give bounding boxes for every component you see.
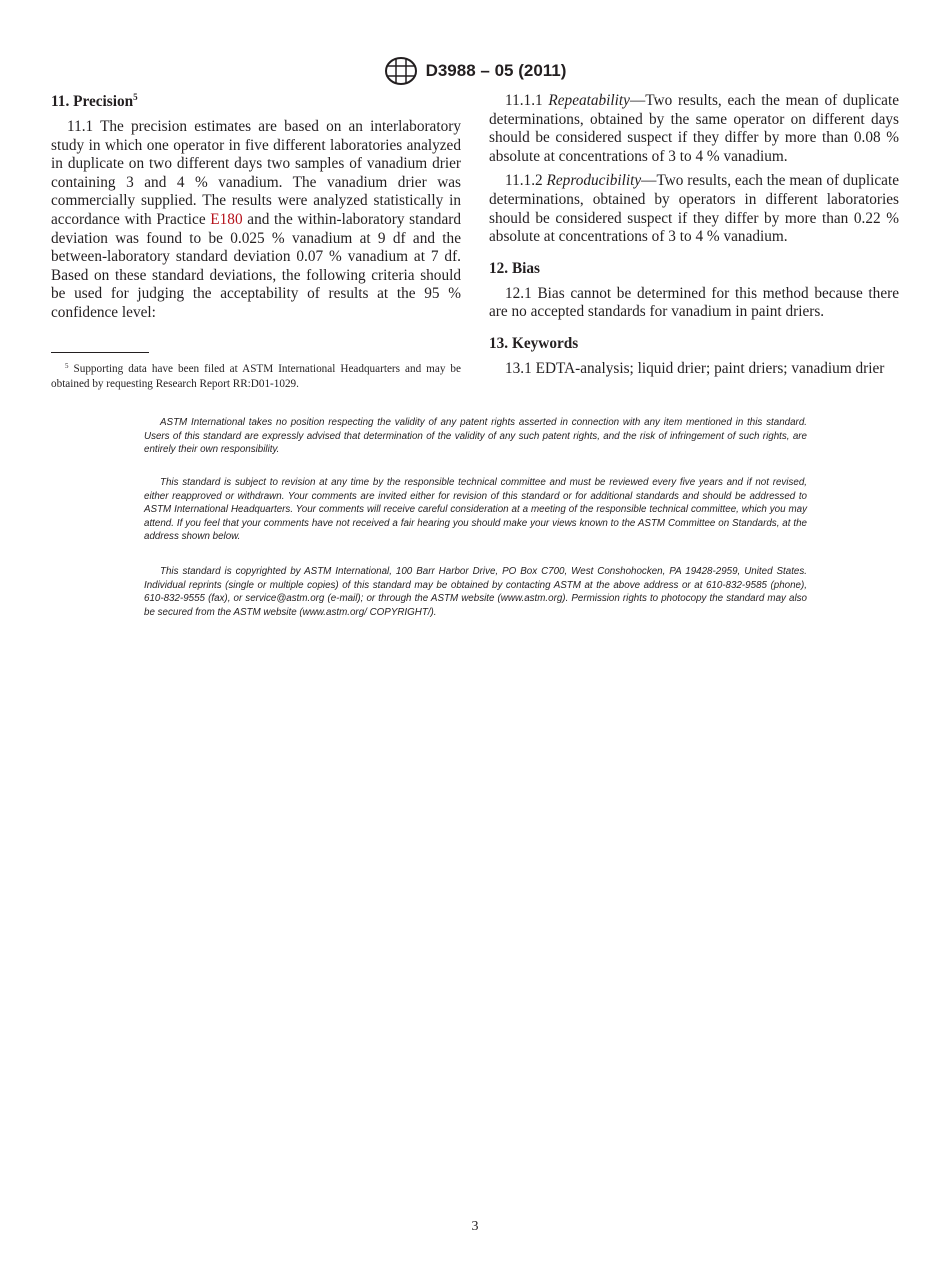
paragraph-13-1: 13.1 EDTA-analysis; liquid drier; paint driers; vanadium drier <box>505 359 885 377</box>
bias-heading: 12. Bias <box>489 259 540 277</box>
page-header <box>0 56 950 86</box>
revision-notice: This standard is subject to revision at any time by the responsible technical committee and must be reviewed every five years and if not revised, either reapproved or withdrawn. Your comments are invited either for revision of this standard or for additional standards and should be addressed to ASTM International Headquarters. Your comments will receive careful consideration at a meeting of the responsible technical committee, which you may attend. If you feel that your comments have not received a fair hearing you should make your views known to the ASTM Committee on Standards, at the address shown below. <box>144 477 807 543</box>
right-column <box>489 92 899 385</box>
footnote: $^5$ Supporting data have been filed at ASTM International Headquarters and may be obtained by requesting Research Report RR:D01-1029. <box>51 362 461 390</box>
patent-notice: ASTM International takes no position respecting the validity of any patent rights asserted in connection with any item mentioned in this standard. Users of this standard are expressly advised that determination of the validity of any such patent rights, and the risk of infringement of such rights, are entirely their own responsibility. <box>144 417 807 456</box>
copyright-notice: This standard is copyrighted by ASTM International, 100 Barr Harbor Drive, PO Box C700, West Conshohocken, PA 19428-2959, United States. Individual reprints (single or multiple copies) of this standard may be obtained by contacting ASTM at the above address or at 610-832-9585 (phone), 610-832-9555 (fax), or service@astm.org (e-mail); or through the ASTM website (www.astm.org). Permission rights to photocopy the standard may also be secured from the ASTM website (www.astm.org/ COPYRIGHT/). <box>144 566 807 618</box>
paragraph-11-1-1: 11.1.1 Repeatability—Two results, each the mean of duplicate determinations, obtained by the same operator on different days should be considered suspect if they differ by more than 0.08 % absolute at concentrations of 3 to 4 % vanadium. <box>489 92 899 165</box>
document-id: D3988 – 05 (2011) <box>425 61 567 80</box>
footnote-divider <box>51 352 149 353</box>
practice-e180-link[interactable]: E180 <box>210 210 243 228</box>
paragraph-11-1: 11.1 The precision estimates are based on an interlaboratory study in which one operator in five different laboratories analyzed in duplicate on two different days two samples of vanadium drier containing 3 and 4 % vanadium. The vanadium drier was commercially supplied. The results were analyzed statistically in accordance with Practice E180 and the within-laboratory standard deviation was found to be 0.025 % vanadium at 9 df and the between-laboratory standard deviation 0.07 % vanadium at 7 df. Based on these standard deviations, the following criteria should be used for judging the acceptability of results at the 95 % confidence level: <box>51 118 461 321</box>
footnote-marker[interactable]: 5 <box>133 92 138 102</box>
keywords-heading: 13. Keywords <box>489 334 579 352</box>
left-column <box>51 92 461 329</box>
page-number: 3 <box>471 1219 479 1234</box>
paragraph-11-1-2: 11.1.2 Reproducibility—Two results, each the mean of duplicate determinations, obtained by operators in different laboratories should be considered suspect if they differ by more than 0.22 % absolute at concentrations of 3 to 4 % vanadium. <box>489 172 899 246</box>
paragraph-12-1: 12.1 Bias cannot be determined for this method because there are no accepted standards for vanadium in paint driers. <box>489 284 899 321</box>
precision-heading: 11. Precision$^5$ <box>51 92 138 110</box>
astm-logo-icon <box>384 56 418 86</box>
